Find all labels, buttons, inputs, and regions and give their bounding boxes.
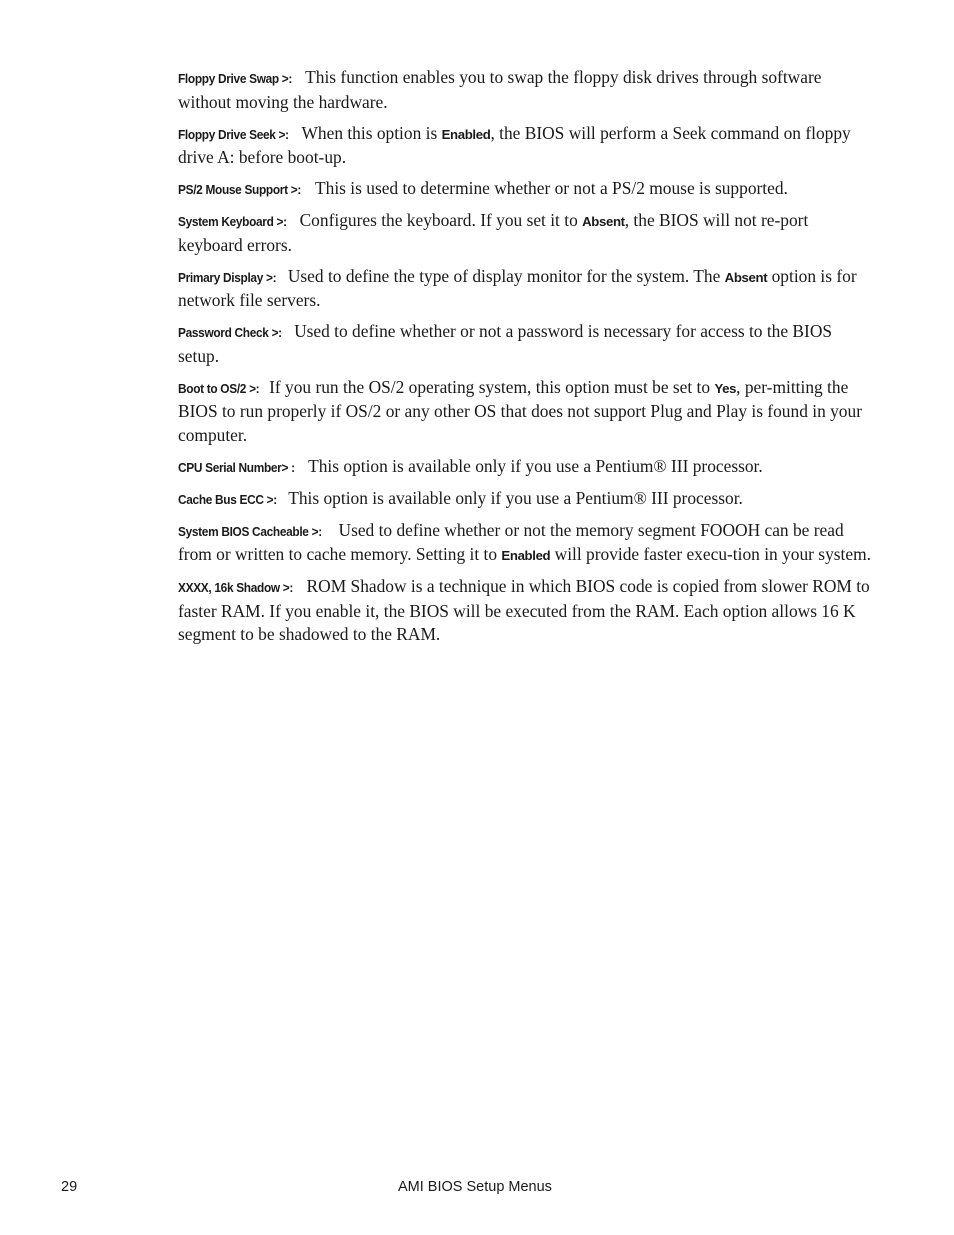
option-term: XXXX, 16k Shadow >: bbox=[178, 580, 294, 595]
option-description: , the BIOS will perform a Seek command on floppy drive A: before boot-up. bbox=[178, 122, 851, 167]
bios-option-entry bbox=[178, 209, 872, 257]
bios-option-entry bbox=[178, 575, 872, 647]
option-description: Used to define whether or not the memory segment FOOOH can be read from or written to cache memory. Setting it to bbox=[178, 519, 844, 564]
footer-section-title: AMI BIOS Setup Menus bbox=[398, 1179, 552, 1195]
option-description: Used to define the type of display monitor for the system. The bbox=[287, 265, 725, 286]
option-term: CPU Serial Number> : bbox=[178, 459, 295, 475]
bios-options-list bbox=[178, 66, 872, 654]
option-term: Cache Bus ECC >: bbox=[178, 491, 277, 507]
option-description: Configures the keyboard. If you set it to bbox=[299, 210, 583, 230]
option-term: Password Check >: bbox=[178, 325, 282, 340]
bios-option-entry bbox=[178, 177, 872, 202]
option-description: If you run the OS/2 operating system, this option must be set to bbox=[269, 376, 715, 397]
option-description: Used to define whether or not a password is necessary for access to the BIOS setup. bbox=[178, 321, 833, 366]
option-description: This option is available only if you use a Pentium® III processor. bbox=[308, 455, 763, 476]
option-description: When this option is bbox=[301, 122, 442, 143]
bios-option-entry bbox=[178, 265, 872, 313]
option-description: , the BIOS will not re-port keyboard errors. bbox=[178, 210, 809, 255]
page-number: 29 bbox=[61, 1179, 78, 1195]
option-description: ROM Shadow is a technique in which BIOS code is copied from slower ROM to faster RAM. If you enable it, the BIOS will be executed from the RAM. Each option allows 16 K segment to be shadowed to the RAM. bbox=[178, 576, 870, 644]
option-description: This function enables you to swap the floppy disk drives through software without moving the hardware. bbox=[178, 67, 822, 112]
option-term: PS/2 Mouse Support >: bbox=[178, 182, 301, 197]
bios-option-entry bbox=[178, 487, 872, 512]
bios-option-entry bbox=[178, 66, 872, 114]
option-term: Primary Display >: bbox=[178, 269, 277, 285]
option-value-keyword: Enabled bbox=[501, 548, 551, 563]
option-description: , per-mitting the BIOS to run properly if OS/2 or any other OS that does not support Plug and Play is found in your computer. bbox=[178, 376, 862, 445]
option-value-keyword: Enabled bbox=[441, 126, 491, 142]
option-description: option is for network file servers. bbox=[178, 265, 857, 310]
bios-option-entry bbox=[178, 320, 872, 368]
option-value-keyword: Yes bbox=[714, 380, 737, 396]
bios-option-entry bbox=[178, 519, 872, 568]
option-term: System Keyboard >: bbox=[178, 214, 287, 229]
bios-option-entry bbox=[178, 122, 872, 170]
bios-option-entry bbox=[178, 376, 872, 448]
option-description: This option is available only if you use a Pentium® III processor. bbox=[288, 487, 743, 508]
option-description: will provide faster execu-tion in your system. bbox=[550, 544, 871, 564]
option-term: System BIOS Cacheable >: bbox=[178, 523, 322, 539]
option-term: Floppy Drive Swap >: bbox=[178, 71, 293, 86]
option-term: Floppy Drive Seek >: bbox=[178, 126, 289, 142]
option-value-keyword: Absent bbox=[724, 269, 768, 285]
option-value-keyword: Absent bbox=[582, 214, 625, 229]
bios-option-entry bbox=[178, 455, 872, 480]
option-term: Boot to OS/2 >: bbox=[178, 380, 260, 396]
option-description: This is used to determine whether or not a PS/2 mouse is supported. bbox=[315, 178, 788, 198]
